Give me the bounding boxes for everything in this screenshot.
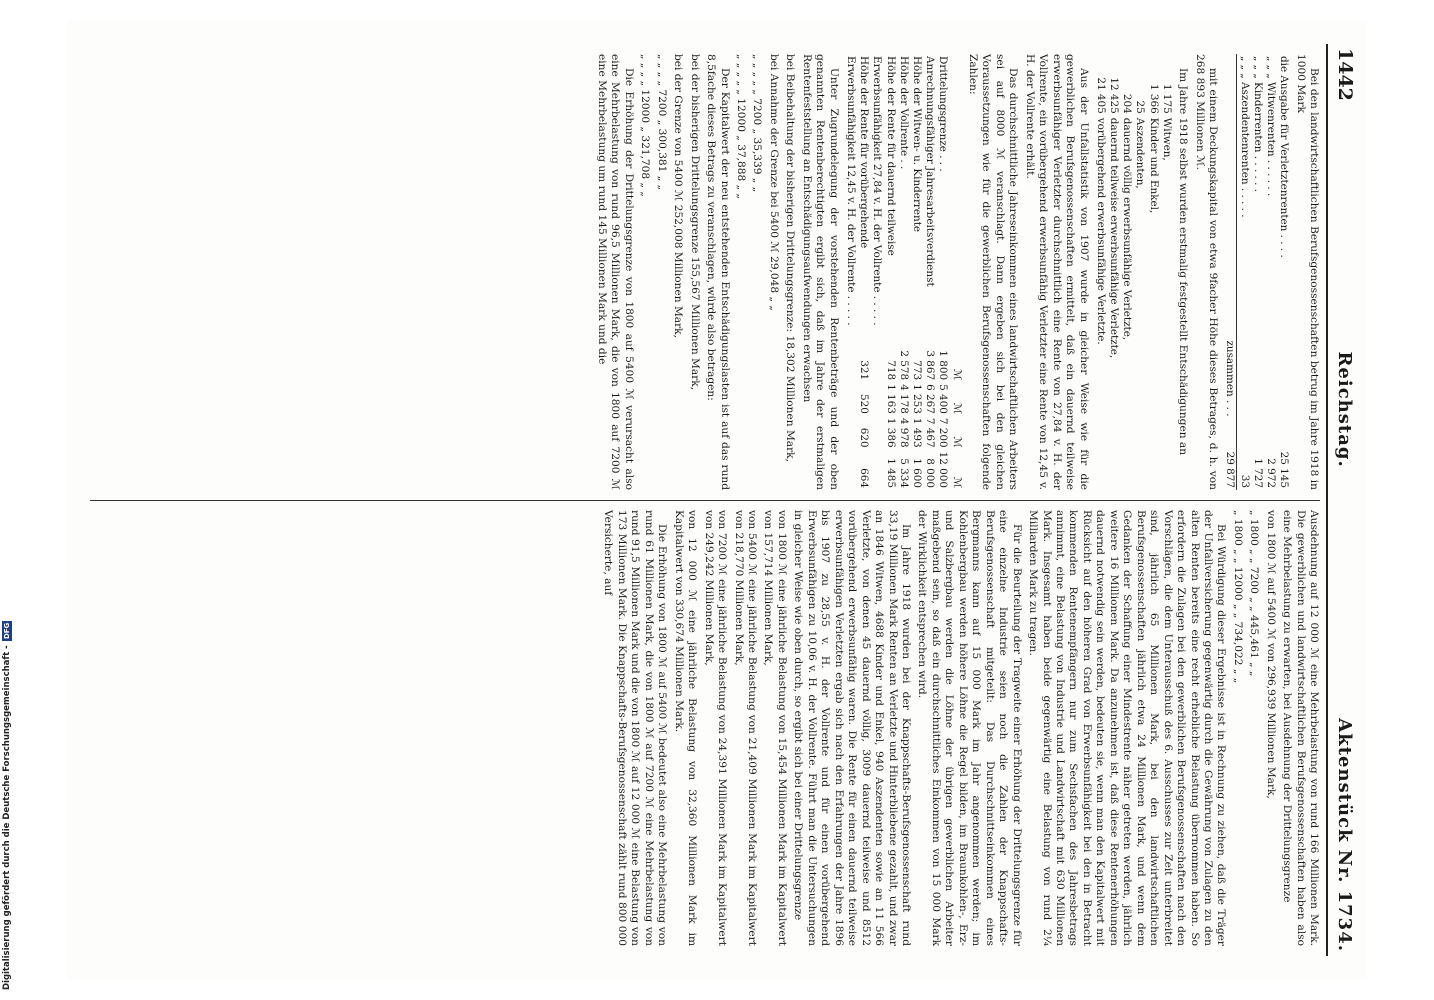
table-cell: 1 163 bbox=[884, 384, 897, 414]
table-cell: 1 485 bbox=[884, 458, 897, 488]
table-cell: 1 366 bbox=[1147, 84, 1160, 114]
table-cell: 773 bbox=[910, 360, 923, 381]
paragraph: Im Jahre 1918 wurden bei der Knappschafts-Berufsgenossenschaft rund 33,19 Millionen Mark Renten an Verletzte und Hinterbliebene gezahlt, und zwar an 1846 Witwen, 4688 Kinder und Enkel, 940 Aszendenten sowie an 11 566 Verletzte, von denen 45 dauernd völlig, 3009 dauernd teilweise und 8512 vorübergehend erwerbsunfähig waren. Die Rente für einen dauernd teilweise erwerbsunfähigen Verletzten ergab sich nach den Erfahrungen der Jahre 1896 bis 1907 zu 28,55 v. H. der Vollrente und für einen vorübergehend Erwerbsunfähigen zu 10,06 v. H. der Vollrente. Führt man die Untersuchungen in gleicher Weise wie oben durch, so ergibt sich bei einer Drittelungsgrenze bbox=[792, 510, 912, 946]
paragraph: von 1800 ℳ auf 5400 ℳ von 296,939 Millionen Mark, bbox=[1264, 510, 1277, 799]
table-row bbox=[1223, 54, 1237, 490]
digitization-note bbox=[2, 621, 12, 990]
table-cell: 1 386 bbox=[884, 417, 897, 448]
paragraph: von 12 000 ℳ eine jährliche Belastung von 32,360 Millionen Mark im Kapitalwert von 330,674 Millionen Mark. bbox=[672, 510, 699, 946]
table-cell: 620 bbox=[858, 427, 871, 448]
paragraph: „ „ „ „ „ 7200 „ 35,339 „ „ bbox=[751, 54, 764, 193]
table-cell: ℳ bbox=[950, 436, 963, 448]
table-cell: 3 867 bbox=[924, 350, 937, 381]
table-cell: Höhe der Rente für dauernd teilweise Erwerbsunfähigkeit 27,84 v. H. der Vollrente . . . . . bbox=[871, 56, 897, 326]
paragraph: bei Annahme der Grenze bei 5400 ℳ 29,048 „ „ bbox=[767, 54, 780, 311]
header-left-title: Reichstag. bbox=[1334, 351, 1355, 468]
table-cell: ℳ bbox=[950, 476, 963, 488]
table-row bbox=[1094, 54, 1107, 490]
table-row bbox=[844, 54, 870, 490]
table-cell: 321 bbox=[858, 360, 871, 381]
paragraph: von 1800 ℳ eine jährliche Belastung von 15,454 Millionen Mark im Kapitalwert von 157,714 Millionen Mark, bbox=[762, 510, 788, 946]
paragraph: bei der Grenze von 5400 ℳ 252,008 Millionen Mark, bbox=[672, 54, 685, 338]
table-cell: „ „ „ Witwenrenten . . . . . . bbox=[1265, 56, 1278, 197]
table-cell: Aszendenten, bbox=[1134, 117, 1147, 189]
table-cell: 4 178 bbox=[897, 384, 910, 414]
paragraph: Im Jahre 1918 selbst wurden erstmalig festgestellt Entschädigungen an bbox=[1177, 68, 1190, 456]
paragraph: Aus der Unfallstatistik von 1907 wurde in gleicher Weise wie für die gewerblichen Berufsgenossenschaften ermittelt, daß ein dauernd teilweise erwerbsunfähiger Verletzter durchschnittlich eine Rente von 27,84 v. H. der Vollrente, ein vorübergehend erwerbsunfähig Verletzter eine Rente von 12,45 v. H. der Vollrente erhält. bbox=[1023, 54, 1090, 490]
table-cell: 25 145 bbox=[1278, 451, 1291, 488]
table-cell: 520 bbox=[858, 394, 871, 414]
table-cell: Höhe der Witwen- u. Kinderrente bbox=[910, 56, 923, 233]
table-cell: 7 467 bbox=[924, 417, 937, 448]
table-cell: 8 000 bbox=[924, 458, 937, 488]
table-cell: 664 bbox=[858, 468, 871, 488]
table-cell: 7 200 bbox=[937, 417, 950, 448]
paragraph: Die Erhöhung der Drittelungsgrenze von 1800 auf 5400 ℳ verursacht also eine Mehrbelastung von rund 96,5 Millionen Mark, die von 1800 auf 7200 ℳ eine Mehrbelastung um rund 145 Millionen Mark und die bbox=[595, 54, 635, 490]
page-header bbox=[1326, 44, 1361, 956]
paragraph: Der Kapitalwert der neu entstehenden Entschädigungslasten ist auf das rund 8,5fache dieses Betrags zu veranschlagen, würde also betragen: bbox=[705, 54, 731, 490]
table-cell: Anrechnungsfähiger Jahresarbeitsverdienst bbox=[924, 56, 937, 287]
table-cell: „ „ „ Kinderrenten . . . . . . bbox=[1251, 56, 1264, 193]
table-row bbox=[910, 54, 923, 490]
paragraph: Für die Beurteilung der Tragweite einer Erhöhung der Drittelungsgrenze für eine einzelne Industrie seien noch die Zahlen der Knappschafts-Berufsgenossenschaft mitgeteilt: Das Durchschnittseinkommen eines Bergmanns kann auf 15 000 Mark im Jahr angenommen werden; im Kohlenbergbau werden höhere Löhne die Regel bilden, im Braunkohlen-, Erz- und Salzbergbau werden die Löhne der übrigen gewerblichen Arbeiter maßgebend sein, so daß ein durchschnittliches Einkommen von 15 000 Mark der Wirklichkeit entsprechen wird. bbox=[916, 510, 1023, 946]
threshold-table bbox=[844, 54, 963, 490]
paragraph: bei der bisherigen Drittelungsgrenze 155,567 Millionen Mark, bbox=[688, 54, 701, 391]
paragraph: „ 1800 „ „ 7200 „ „ 445,461 „ „ bbox=[1248, 510, 1261, 677]
paragraph: Das durchschnittliche Jahreseinkommen eines landwirtschaftlichen Arbeiters sei auf 8000 ℳ veranschlagt. Dann ergeben sich bei den gleichen Voraussetzungen wie für die gewerblichen Berufsgenossenschaften folgende Zahlen: bbox=[967, 54, 1020, 490]
table-row bbox=[1120, 54, 1133, 490]
table-cell: Drittelungsgrenze . . . bbox=[937, 56, 950, 172]
table-cell bbox=[949, 54, 962, 348]
table-cell: 12 425 bbox=[1108, 77, 1121, 114]
paragraph: von 5400 ℳ eine jährliche Belastung von 21,409 Millionen Mark im Kapitalwert von 218,770 Millionen Mark, bbox=[732, 510, 759, 946]
column-divider bbox=[90, 500, 1320, 501]
table-row bbox=[1133, 54, 1146, 490]
paragraph: „ „ „ „ 7200 „ 300,381 „ „ bbox=[655, 54, 668, 191]
table-cell: 204 bbox=[1121, 93, 1134, 114]
header-right-title: Aktenstück Nr. 1734. bbox=[1334, 718, 1355, 952]
table-cell: ℳ bbox=[950, 369, 963, 381]
table-cell: 718 bbox=[884, 360, 897, 381]
paragraph: „ „ „ „ „ 12000 „ 37,888 „ „ bbox=[735, 54, 748, 199]
right-column bbox=[90, 500, 1320, 956]
table-row bbox=[936, 54, 949, 490]
table-cell: Kinder und Enkel, bbox=[1147, 117, 1160, 214]
table-cell: 5 334 bbox=[897, 458, 910, 488]
table-cell: 2 578 bbox=[897, 350, 910, 381]
table-cell: 6 267 bbox=[924, 384, 937, 414]
table-cell: 1 493 bbox=[910, 417, 923, 448]
table-cell: 33 bbox=[1238, 474, 1251, 488]
table-row bbox=[1237, 54, 1251, 490]
table-cell: 25 bbox=[1134, 100, 1147, 114]
table-cell: dauernd völlig erwerbsunfähige Verletzte, bbox=[1121, 117, 1134, 341]
rotated-document-page bbox=[67, 20, 1367, 980]
paragraph: bei Beibehaltung der bisherigen Drittelungsgrenze: 18,302 Millionen Mark, bbox=[784, 54, 797, 462]
paragraph: Unter Zugrundelegung der vorstehenden Rentenbeträge und der oben genannten Rentenberechtigten ergibt sich, daß im Jahre der erstmaligen Rentenfeststellung an Entschädigungsaufwendungen erwachsen bbox=[800, 54, 840, 490]
table-row bbox=[1146, 54, 1159, 490]
table-row bbox=[870, 54, 896, 490]
table-row bbox=[923, 54, 936, 490]
table-row bbox=[949, 54, 962, 490]
paragraph: „ „ „ „ 12000 „ 321,708 „ „ bbox=[639, 54, 652, 197]
table-cell: 29 877 bbox=[1223, 419, 1237, 491]
paragraph: „ 1800 „ „ 12000 „ „ 734,022 „ „ bbox=[1231, 510, 1244, 684]
paragraph: Ausdehnung auf 12 000 ℳ eine Mehrbelastung von rund 166 Millionen Mark. Die gewerblichen und landwirtschaftlichen Berufsgenossenschaften haben also eine Mehrbelastung zu erwarten, bei Ausdehnung der Drittelungsgrenze bbox=[1281, 510, 1321, 946]
table-cell: Höhe der Rente für vorübergehende Erwerbsunfähigkeit 12,45 v. H. der Vollrente . . . . . bbox=[844, 56, 871, 326]
paragraph: mit einem Deckungskapital von etwa 9facher Höhe dieses Betrages, d. h. von 268 893 Millionen ℳ. bbox=[1193, 54, 1220, 490]
table-cell: 21 405 bbox=[1094, 77, 1107, 114]
table-row bbox=[1107, 54, 1120, 490]
paragraph: Bei Würdigung dieser Ergebnisse ist in Rechnung zu ziehen, daß die Träger der Unfallversicherung gegenwärtig durch die Gewährung von Zulagen zu den alten Renten bereits eine recht erhebliche Belastung übernommen haben. So erfordern die Zulagen bei den gewerblichen Berufsgenossenschaften nach den Vorschlägen, die dem Unterausschuß des 6. Ausschusses zur Zeit unterbreitet sind, jährlich 65 Millionen Mark, bei den landwirtschaftlichen Berufsgenossenschaften jährlich etwa 24 Millionen Mark, und wenn dem Gedanken der Schaffung einer Mindestrente näher getreten werden, jährlich weitere 16 Millionen Mark. Da anzunehmen ist, daß diese Rentenerhöhungen dauernd notwendig sein werden, bedeuten sie, wenn man den Kapitalwert mit Rücksicht auf den höheren Grad von Erwerbsunfähigkeit bei den in Betracht kommenden Rentenempfängern nur zum Sechsfachen des Jahresbetrags annimmt, eine Belastung von Industrie und Landwirtschaft mit 630 Millionen Mark. Insgesamt haben beide gegenwärtig eine Belastung von rund 2¼ Milliarden Mark zu tragen. bbox=[1027, 510, 1228, 946]
table-cell: 5 400 bbox=[937, 384, 950, 414]
dfg-logo: DFG bbox=[3, 622, 11, 640]
left-column bbox=[90, 44, 1320, 500]
table-cell: 4 978 bbox=[897, 417, 910, 448]
table-cell: dauernd teilweise erwerbsunfähige Verletzte, bbox=[1108, 117, 1121, 359]
table-cell: ℳ bbox=[950, 402, 963, 414]
paragraph: Die Erhöhung von 1800 ℳ auf 5400 ℳ bedeutet also eine Mehrbelastung von rund 61 Millionen Mark, die von 1800 ℳ auf 7200 ℳ eine Mehrbelastung von rund 91,5 Millionen Mark und die von 1800 ℳ auf 12 000 ℳ eine Belastung von 173 Millionen Mark. Die Knappschafts-Berufsgenossenschaft zählt rund 800 000 Versicherte, auf bbox=[602, 510, 669, 946]
table-row bbox=[1277, 54, 1290, 490]
cost-table bbox=[1223, 54, 1290, 490]
paragraph: Bei den landwirtschaftlichen Berufsgenossenschaften betrug im Jahre 1918 in 1000 Mark bbox=[1294, 54, 1321, 490]
cases-table bbox=[1094, 54, 1173, 490]
table-cell: Höhe der Vollrente . . bbox=[897, 56, 910, 170]
table-cell: die Ausgabe für Verletztenrenten . . . . bbox=[1278, 56, 1291, 258]
table-row bbox=[897, 54, 910, 490]
table-cell: 1 727 bbox=[1251, 458, 1264, 488]
table-cell: 1 800 bbox=[937, 350, 950, 381]
table-row bbox=[1251, 54, 1264, 490]
table-cell: zusammen . . . bbox=[1223, 54, 1237, 419]
table-cell: 12 000 bbox=[937, 451, 950, 488]
table-cell: vorübergehend erwerbsunfähige Verletzte. bbox=[1094, 117, 1107, 345]
table-cell: 1 253 bbox=[910, 384, 923, 414]
table-cell: 1 600 bbox=[910, 458, 923, 488]
side-note-text: Digitalisierung gefördert durch die Deutsche Forschungsgemeinschaft - bbox=[2, 645, 12, 990]
table-cell: „ „ „ Aszendentenrenten . . . . . bbox=[1238, 56, 1251, 218]
paragraph: von 7200 ℳ eine jährliche Belastung von 24,391 Millionen Mark im Kapitalwert von 249,242 Millionen Mark, bbox=[702, 510, 729, 946]
table-row bbox=[1160, 54, 1173, 490]
table-cell: Witwen, bbox=[1160, 117, 1173, 161]
table-cell: 1 175 bbox=[1160, 84, 1173, 114]
table-row bbox=[1264, 54, 1277, 490]
text-columns bbox=[90, 44, 1320, 956]
page-number: 1442 bbox=[1334, 48, 1356, 101]
table-cell: 2 972 bbox=[1265, 458, 1278, 488]
